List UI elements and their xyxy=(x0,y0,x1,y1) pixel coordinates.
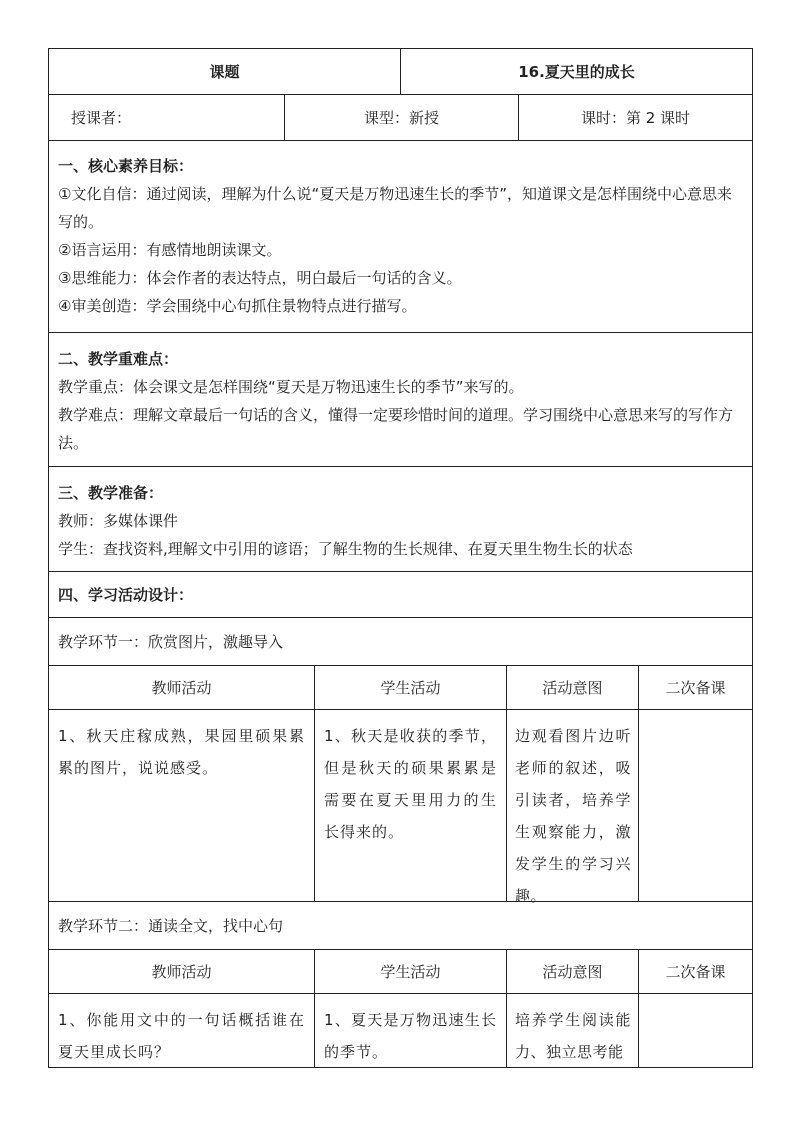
lesson-period-cell xyxy=(518,94,753,141)
teacher-label: 授课者： xyxy=(71,109,132,127)
topic-value-cell xyxy=(400,48,753,95)
key-points-section xyxy=(48,332,753,467)
lesson-period: 课时：第 2 课时 xyxy=(580,109,691,127)
stage2-second-prep xyxy=(638,993,753,1068)
preparation-item: 学生：查找资料,理解文中引用的谚语；了解生物的生长规律、在夏天里生物生长的状态 xyxy=(58,540,633,558)
section-heading: 一、核心素养目标： xyxy=(58,157,194,175)
stage1-student-activity: 1、秋天是收获的季节，但是秋天的硕果累累是需要在夏天里用力的生长得来的。 xyxy=(314,709,507,902)
key-point-item: 教学重点：体会课文是怎样围绕“夏天是万物迅速生长的季节”来写的。 xyxy=(58,378,524,396)
topic-label: 课题 xyxy=(209,63,240,81)
preparation-item: 教师：多媒体课件 xyxy=(58,512,179,530)
lesson-type: 课型：新授 xyxy=(363,109,439,127)
col-header-intent: 活动意图 xyxy=(506,665,639,710)
stage1-teacher-activity: 1、秋天庄稼成熟，果园里硕果累累的图片，说说感受。 xyxy=(48,709,315,902)
lesson-type-cell xyxy=(284,94,519,141)
goal-item: ④审美创造：学会围绕中心句抓住景物特点进行描写。 xyxy=(58,297,417,315)
topic-value: 16.夏天里的成长 xyxy=(518,63,635,81)
core-goals-section xyxy=(48,140,753,333)
col-header-notes: 二次备课 xyxy=(638,665,753,710)
teacher-cell xyxy=(48,94,285,141)
stage2-student-activity: 1、夏天是万物迅速生长的季节。 xyxy=(314,993,507,1068)
stage1-activity-intent: 边观看图片边听老师的叙述，吸引读者，培养学生观察能力，激发学生的学习兴趣。 xyxy=(506,709,639,902)
goal-item: ③思维能力：体会作者的表达特点，明白最后一句话的含义。 xyxy=(58,269,462,287)
stage2-activity-intent: 培养学生阅读能力、独立思考能 xyxy=(506,993,639,1068)
stage1-second-prep xyxy=(638,709,753,902)
section-heading: 四、学习活动设计： xyxy=(58,586,194,604)
section-heading: 二、教学重难点： xyxy=(58,350,179,368)
col-header-notes: 二次备课 xyxy=(638,949,753,994)
goal-item: ②语言运用：有感情地朗读课文。 xyxy=(58,241,282,259)
stage2-title-cell xyxy=(48,901,753,950)
col-header-student: 学生活动 xyxy=(314,949,507,994)
stage-title: 教学环节二：通读全文，找中心句 xyxy=(58,917,284,935)
preparation-section xyxy=(48,466,753,572)
col-header-teacher: 教师活动 xyxy=(48,665,315,710)
key-point-item: 教学难点：理解文章最后一句话的含义，懂得一定要珍惜时间的道理。学习围绕中心意思来写的写作方法。 xyxy=(58,406,734,452)
activity-design-heading-cell xyxy=(48,571,753,618)
goal-item: ①文化自信：通过阅读，理解为什么说“夏天是万物迅速生长的季节”，知道课文是怎样围绕中心意思来写的。 xyxy=(58,185,732,231)
stage1-title-cell xyxy=(48,617,753,666)
stage-title: 教学环节一：欣赏图片，激趣导入 xyxy=(58,633,284,651)
topic-label-cell xyxy=(48,48,401,95)
stage2-teacher-activity: 1、你能用文中的一句话概括谁在夏天里成长吗？ xyxy=(48,993,315,1068)
section-heading: 三、教学准备： xyxy=(58,484,164,502)
col-header-student: 学生活动 xyxy=(314,665,507,710)
col-header-teacher: 教师活动 xyxy=(48,949,315,994)
col-header-intent: 活动意图 xyxy=(506,949,639,994)
